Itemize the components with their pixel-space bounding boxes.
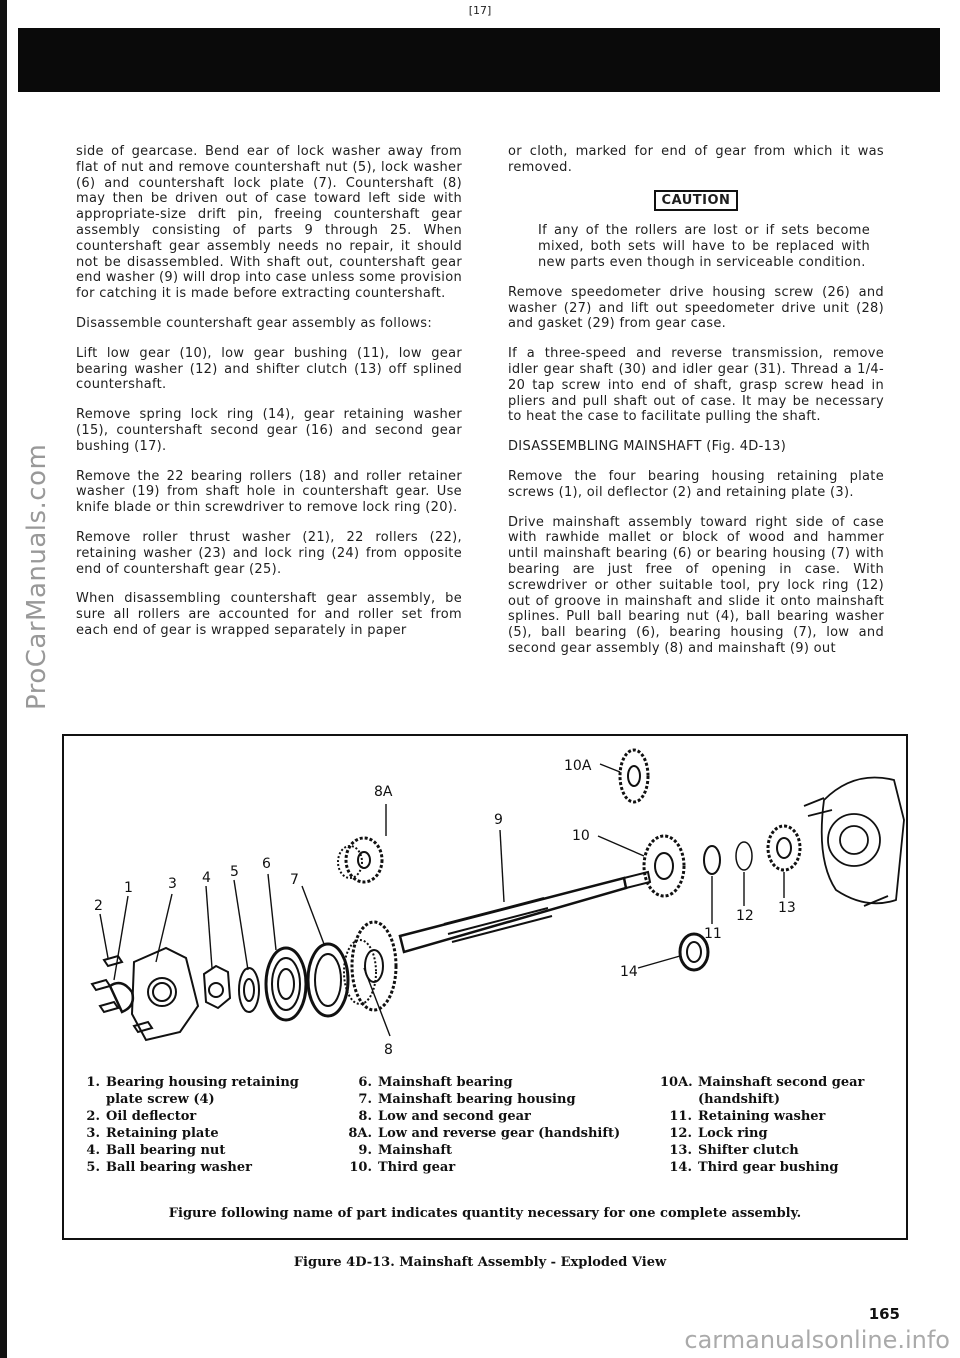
paragraph: side of gearcase. Bend ear of lock washer away from flat of nut and remove countershaft nut (5), lock washer (6) and countershaft lock plate (7). Countershaft (8) may then be driven out of case toward left side with appropriate-size drift pin, freeing countershaft gear assembly consisting of parts 9 through 25. When countershaft gear assembly needs no repair, it should not be disassembled. With shaft out, countershaft gear end washer (9) will drop into case unless some provision for catching it is made before extracting countershaft. [76, 144, 462, 302]
legend-label: Oil deflector [106, 1109, 197, 1124]
gearcase-icon [804, 778, 904, 907]
legend-label: Shifter clutch [698, 1143, 799, 1158]
legend-label: Mainshaft [378, 1143, 452, 1158]
callout-13: 13 [778, 900, 796, 916]
legend-number: 8. [358, 1109, 372, 1124]
left-edge-rule [0, 0, 7, 1358]
paragraph: Remove spring lock ring (14), gear retaining washer (15), countershaft second gear (16) and second gear bushing (17). [76, 407, 462, 454]
low-reverse-gear-icon [338, 838, 382, 882]
legend-label: Mainshaft second gear (handshift) [698, 1075, 865, 1107]
paragraph: If a three-speed and reverse transmission, remove idler gear shaft (30) and idler gear (31). Thread a 1/4-20 tap screw into end of shaft, grasp screw head in pliers and pull shaft out of case. It may be necessary to heat the case to facilitate pulling the shaft. [508, 346, 884, 425]
legend-item [340, 1091, 640, 1108]
legend-number: 7. [358, 1092, 372, 1107]
caution-label: CAUTION [654, 190, 739, 212]
legend-number: 6. [358, 1075, 372, 1090]
callout-5: 5 [230, 864, 239, 880]
figure-box [62, 734, 908, 1240]
legend-number: 4. [86, 1143, 100, 1158]
paragraph: Remove roller thrust washer (21), 22 rollers (22), retaining washer (23) and lock ring (24) from opposite end of countershaft gear (25). [76, 529, 462, 577]
legend-label: Bearing housing retaining plate screw (4) [106, 1075, 299, 1107]
leader-lines [100, 764, 784, 1036]
second-gear-icon [620, 750, 648, 802]
low-second-gear-icon [344, 922, 396, 1010]
right-column [508, 144, 884, 671]
callout-12: 12 [736, 908, 754, 924]
retaining-plate-icon [132, 948, 198, 1040]
mainshaft-icon [400, 872, 650, 952]
legend-label: Ball bearing washer [106, 1160, 252, 1175]
legend-column-3 [660, 1074, 900, 1176]
caution-text: If any of the rollers are lost or if sets become mixed, both sets will have to be replaced with new parts even though in serviceable condition. [538, 223, 870, 270]
legend-number: 8A. [348, 1126, 372, 1141]
legend-label: Third gear bushing [698, 1160, 839, 1175]
callout-14: 14 [620, 964, 638, 980]
paragraph: Drive mainshaft assembly toward right side of case with rawhide mallet or block of wood and hammer until mainshaft bearing (6) or bearing housing (7) with bearing are just free of opening in case. With screwdriver or other suitable tool, pry lock ring (12) out of groove in mainshaft and slide it onto mainshaft splines. Pull ball bearing nut (4), ball bearing washer (5), ball bearing (6), bearing housing (7), low and second gear assembly (8) and mainshaft (9) out [508, 514, 884, 656]
legend-number: 11. [669, 1109, 692, 1124]
legend-label: Low and reverse gear (handshift) [378, 1126, 621, 1141]
paragraph: Remove the 22 bearing rollers (18) and roller retainer washer (19) from shaft hole in countershaft gear. Use knife blade or thin screwdriver to remove lock ring (20). [76, 468, 462, 516]
legend-number: 10. [349, 1160, 372, 1175]
retaining-washer-icon [704, 846, 720, 874]
legend-item [74, 1074, 324, 1108]
paragraph: Lift low gear (10), low gear bushing (11), low gear bearing washer (12) and shifter clutch (13) off splined countershaft. [76, 345, 462, 393]
exploded-view-illustration [64, 736, 906, 1066]
figure-caption: Figure 4D-13. Mainshaft Assembly - Exploded View [293, 1255, 667, 1270]
paragraph: Remove the four bearing housing retaining plate screws (1), oil deflector (2) and retaining plate (3). [508, 468, 884, 500]
section-heading: DISASSEMBLING MAINSHAFT (Fig. 4D-13) [508, 439, 787, 455]
figure-note: Figure following name of part indicates quantity necessary for one complete assembly. [168, 1206, 802, 1221]
callout-8a: 8A [374, 784, 393, 800]
legend-item [660, 1108, 900, 1125]
legend-item [660, 1125, 900, 1142]
shifter-clutch-icon [768, 826, 800, 870]
legend-item [74, 1108, 324, 1125]
callout-10: 10 [572, 828, 590, 844]
legend-label: Ball bearing nut [106, 1143, 226, 1158]
legend-number: 12. [669, 1126, 692, 1141]
callout-11: 11 [704, 926, 722, 942]
legend-number: 9. [358, 1143, 372, 1158]
legend-label: Retaining washer [698, 1109, 826, 1124]
ball-bearing-icon [266, 948, 306, 1020]
side-watermark: ProCarManuals.com [22, 443, 52, 710]
legend-number: 14. [669, 1160, 692, 1175]
callout-2: 2 [94, 898, 103, 914]
caution-box [508, 190, 884, 212]
legend-item [74, 1159, 324, 1176]
paragraph: When disassembling countershaft gear assembly, be sure all rollers are accounted for and roller set from each end of gear is wrapped separately in paper [76, 591, 462, 638]
legend-number: 10A. [660, 1075, 693, 1090]
paragraph: Remove speedometer drive housing screw (26) and washer (27) and lift out speedometer drive unit (28) and gasket (29) from gear case. [508, 284, 884, 332]
legend-item [340, 1074, 640, 1091]
legend-item [74, 1125, 324, 1142]
legend-column-2 [340, 1074, 640, 1176]
paragraph: Disassemble countershaft gear assembly as follows: [76, 315, 433, 331]
legend-number: 13. [669, 1143, 692, 1158]
callout-8: 8 [384, 1042, 393, 1058]
legend-label: Mainshaft bearing housing [378, 1092, 576, 1107]
legend-item [660, 1142, 900, 1159]
legend-label: Mainshaft bearing [378, 1075, 513, 1090]
legend-number: 3. [86, 1126, 100, 1141]
legend-item [74, 1142, 324, 1159]
legend-label: Lock ring [698, 1126, 768, 1141]
ball-bearing-nut-icon [204, 966, 230, 1008]
legend-item [660, 1159, 900, 1176]
legend-item [340, 1125, 640, 1142]
bearing-housing-icon [308, 944, 348, 1016]
legend-item [340, 1159, 640, 1176]
legend-label: Retaining plate [106, 1126, 219, 1141]
callout-7: 7 [290, 872, 299, 888]
third-gear-icon [644, 836, 684, 896]
legend-label: Low and second gear [378, 1109, 531, 1124]
page-marker: [17] [468, 4, 492, 17]
legend-item [340, 1142, 640, 1159]
lock-ring-icon [736, 842, 752, 870]
bottom-watermark: carmanualsonline.info [684, 1326, 950, 1354]
legend-number: 2. [86, 1109, 100, 1124]
header-bar [18, 28, 940, 92]
callout-1: 1 [124, 880, 133, 896]
legend-item [340, 1108, 640, 1125]
callout-10a: 10A [564, 758, 592, 774]
callout-9: 9 [494, 812, 503, 828]
callout-4: 4 [202, 870, 211, 886]
page-number: 165 [868, 1305, 900, 1323]
legend-item [660, 1074, 900, 1108]
callout-3: 3 [168, 876, 177, 892]
paragraph: or cloth, marked for end of gear from which it was removed. [508, 144, 884, 175]
left-column [76, 144, 462, 653]
legend-column-1 [74, 1074, 324, 1176]
callout-6: 6 [262, 856, 271, 872]
washer-icon [239, 968, 259, 1012]
screw-icon [92, 956, 152, 1032]
legend-number: 5. [86, 1160, 100, 1175]
legend-label: Third gear [378, 1160, 456, 1175]
oil-deflector-icon [110, 983, 133, 1012]
legend-number: 1. [86, 1075, 100, 1090]
